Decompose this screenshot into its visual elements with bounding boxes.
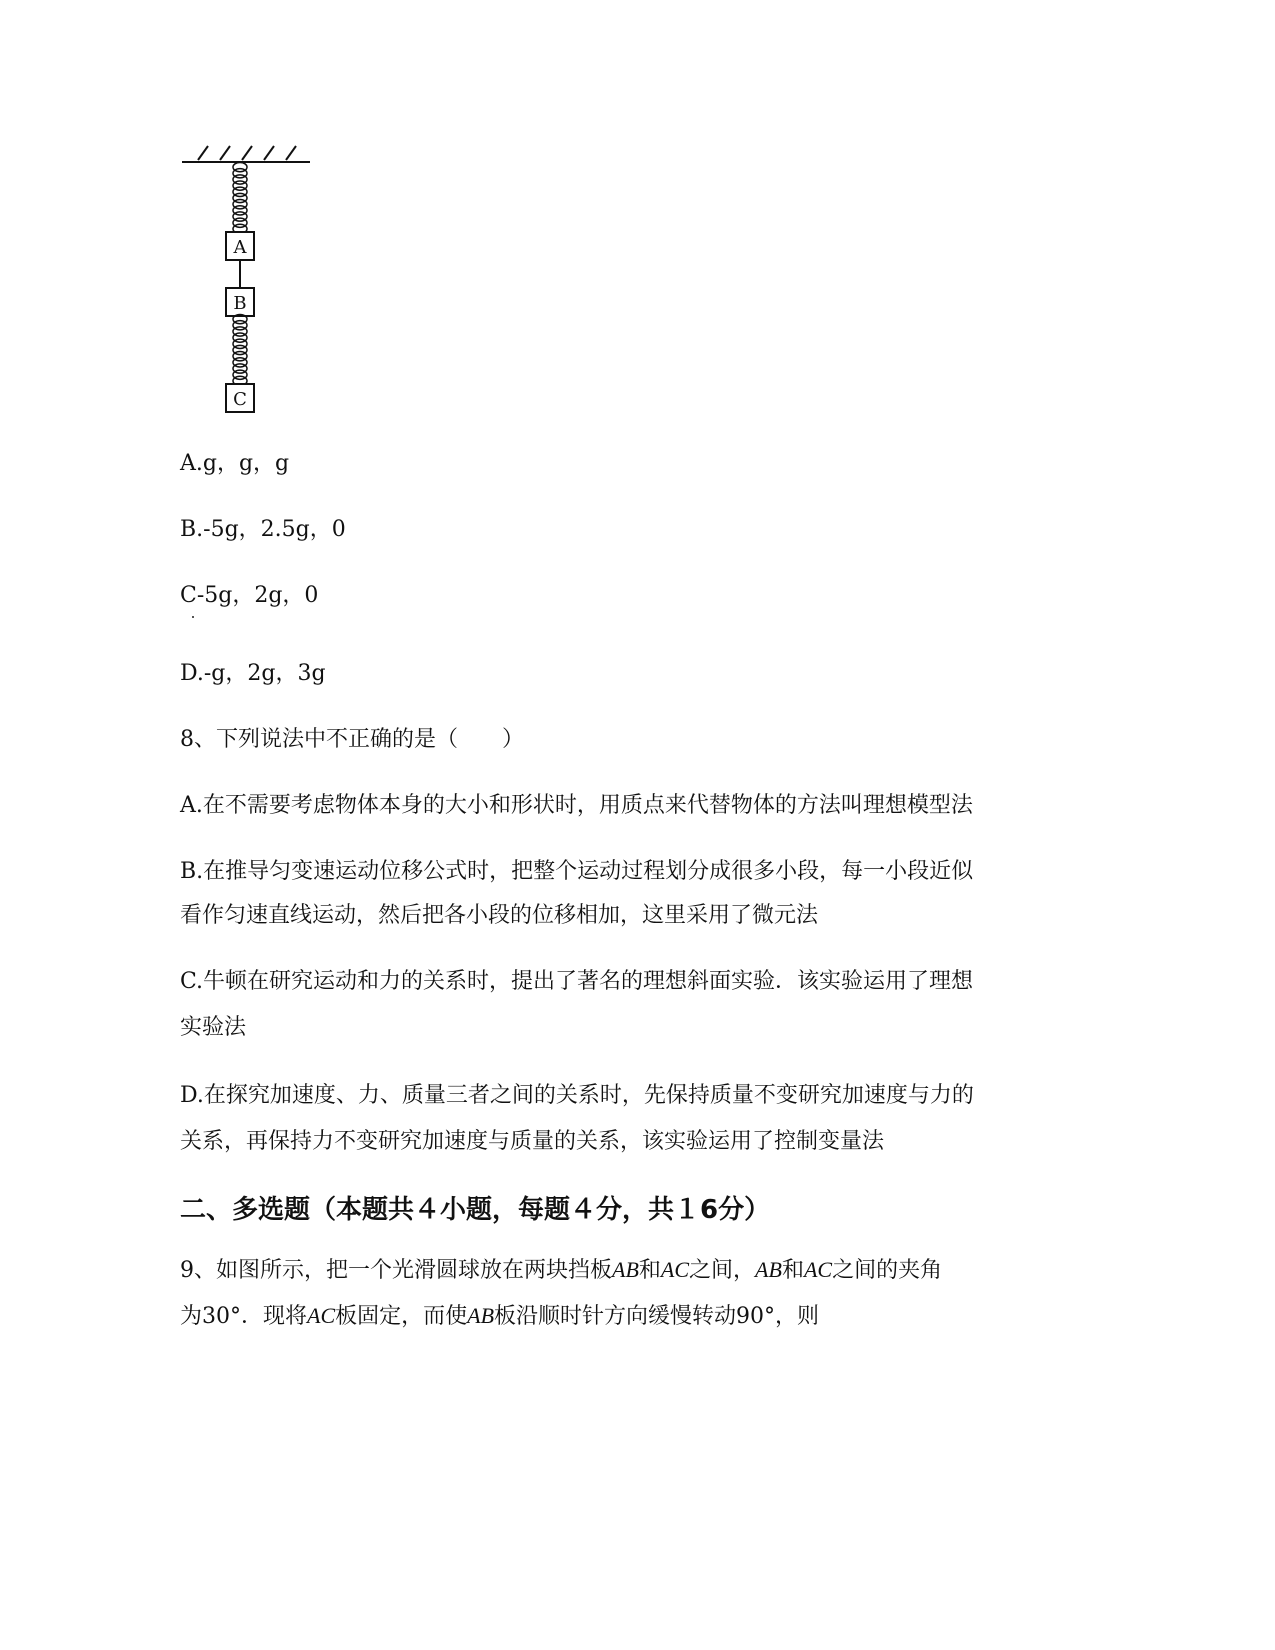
lower-spring <box>233 314 247 385</box>
q9-text: 板沿顺时针方向缓慢转动90°，则 <box>494 1304 820 1329</box>
q9-label-ab: AB <box>467 1303 495 1328</box>
block-b-label: B <box>233 293 247 314</box>
q8-option-b-line2: 看作匀速直线运动，然后把各小段的位移相加，这里采用了微元法 <box>180 903 819 928</box>
q9-text: 9、如图所示，把一个光滑圆球放在两块挡板 <box>180 1258 612 1283</box>
q8-option-d-line2: 关系，再保持力不变研究加速度与质量的关系，该实验运用了控制变量法 <box>180 1129 885 1154</box>
q9-line1 <box>180 1256 942 1285</box>
q9-text: 板固定，而使 <box>335 1304 468 1329</box>
q9-label-ab: AB <box>612 1257 639 1282</box>
upper-spring <box>233 162 247 233</box>
q8-option-c-line1: C.牛顿在研究运动和力的关系时，提出了著名的理想斜面实验．该实验运用了理想 <box>180 969 974 994</box>
q9-label-ac: AC <box>660 1257 690 1282</box>
q9-text: 和 <box>638 1258 661 1283</box>
section-heading: 二、多选题（本题共４小题，每题４分，共１6分） <box>180 1195 771 1225</box>
q8-option-a: A.在不需要考虑物体本身的大小和形状时，用质点来代替物体的方法叫理想模型法 <box>180 793 973 818</box>
q9-label-ac: AC <box>307 1303 336 1328</box>
q9-label-ac: AC <box>803 1257 833 1282</box>
q8-stem: 8、下列说法中不正确的是（ ） <box>180 727 524 752</box>
q8-option-d-line1: D.在探究加速度、力、质量三者之间的关系时，先保持质量不变研究加速度与力的 <box>180 1083 974 1108</box>
q9-line2 <box>180 1302 819 1331</box>
q9-text: 和 <box>781 1258 804 1283</box>
q7-option-a: A.g，g，g <box>180 451 290 476</box>
block-a-label: A <box>233 237 247 258</box>
q7-option-b: B.-5g，2.5g，0 <box>180 517 346 542</box>
q9-label-ab: AB <box>755 1257 782 1282</box>
q8-option-b-line1: B.在推导匀变速运动位移公式时，把整个运动过程划分成很多小段，每一小段近似 <box>180 859 974 884</box>
ceiling-hatch <box>198 146 296 160</box>
q9-text: 之间的夹角 <box>832 1258 943 1283</box>
block-c-label: C <box>233 389 247 410</box>
q7-option-d: D.-g，2g，3g <box>180 661 326 686</box>
q9-text: 之间， <box>689 1258 756 1283</box>
q9-text: 为30°．现将 <box>180 1304 307 1329</box>
spring-block-figure <box>180 140 320 420</box>
q7-option-c: C-5g，2g，0 <box>180 583 319 608</box>
q8-option-c-line2: 实验法 <box>180 1015 247 1040</box>
stray-mark <box>192 616 194 618</box>
